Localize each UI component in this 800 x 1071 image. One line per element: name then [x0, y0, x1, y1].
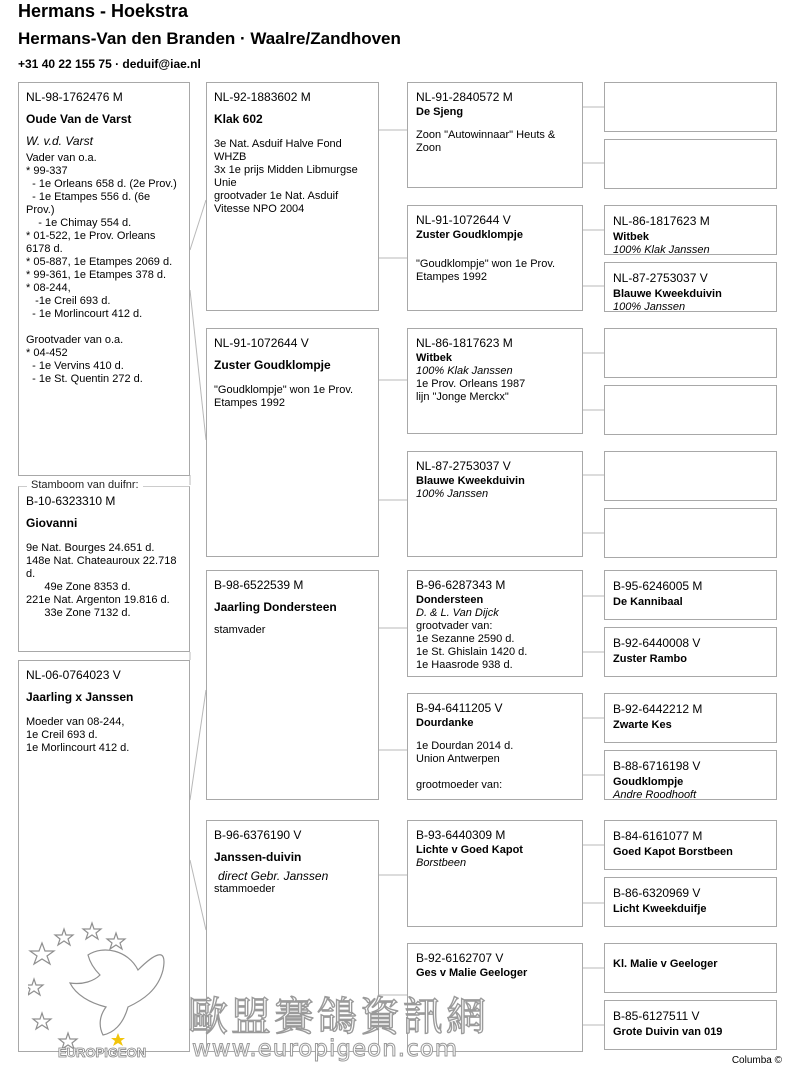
pigeon-name: Giovanni: [26, 516, 78, 530]
pigeon-name: Grote Duivin van 019: [613, 1026, 723, 1038]
breeder: 100% Klak Janssen: [416, 365, 513, 377]
father-pigeon: [18, 82, 190, 476]
ring-number: B-85-6127511 V: [613, 1009, 700, 1023]
pigeon-name: Dondersteen: [416, 594, 484, 606]
g4-box-4: [604, 262, 777, 312]
g4-box-16: [604, 1000, 777, 1050]
pigeon-info: "Goudklompje" won 1e Prov. Etampes 1992: [214, 384, 357, 409]
g4-box-5: [604, 328, 777, 378]
ring-number: B-92-6440008 V: [613, 636, 701, 650]
ring-number: NL-06-0764023 V: [26, 668, 121, 682]
pigeon-name: De Sjeng: [416, 106, 464, 118]
ggs-3: [407, 570, 583, 677]
pigeon-name: Witbek: [613, 231, 649, 243]
granddam-paternal: [206, 328, 379, 557]
ring-number: B-86-6320969 V: [613, 886, 701, 900]
pigeon-name: Ges v Malie Geeloger: [416, 967, 528, 979]
breeder: 100% Janssen: [416, 488, 489, 500]
breeder: D. & L. Van Dijck: [416, 607, 499, 619]
pigeon-info: 1e Prov. Orleans 1987 lijn "Jonge Merckx": [416, 378, 526, 403]
pigeon-name: Licht Kweekduifje: [613, 903, 707, 915]
ring-number: NL-87-2753037 V: [416, 459, 511, 473]
subject-pigeon: [18, 486, 190, 652]
pigeon-info: Zoon "Autowinnaar" Heuts & Zoon: [416, 129, 559, 154]
grandsire-maternal: [206, 570, 379, 800]
pigeon-name: Jaarling x Janssen: [26, 690, 134, 704]
pigeon-info: Vader van o.a. * 99-337 - 1e Orleans 658 d. (2e Prov.) - 1e Etampes 556 d. (6e Prov.) - 1e Chimay 554 d. * 01-522, 1e Prov. Orleans 6178 d. * 05-887, 1e Etampes 2069 d. * 99-361, 1e Etampes 378 d. * 08-244, -1e Creil 693 d. - 1e Morlincourt 412 d. Grootvader van o.a. * 04-452 - 1e Vervins 410 d. - 1e St. Quentin 272 d.: [26, 152, 177, 385]
breeder: Borstbeen: [416, 857, 467, 869]
pigeon-name: Goed Kapot Borstbeen: [613, 846, 733, 858]
watermark-brand: EUROPIGEON: [58, 1045, 147, 1060]
ring-number: B-92-6162707 V: [416, 951, 504, 965]
g4-box-3: [604, 205, 777, 255]
ring-number: NL-86-1817623 M: [613, 214, 710, 228]
pigeon-info: grootvader van: 1e Sezanne 2590 d. 1e St. Ghislain 1420 d. 1e Haasrode 938 d.: [416, 620, 528, 671]
pigeon-name: Janssen-duivin: [214, 850, 302, 864]
ring-number: NL-91-1072644 V: [214, 336, 309, 350]
g4-box-12: [604, 750, 777, 800]
ggs-4: [407, 820, 583, 927]
pigeon-name: Dourdanke: [416, 717, 474, 729]
loft-name: Hermans-Van den Branden · Waalre/Zandhoven: [18, 29, 401, 48]
breeder: Andre Roodhooft: [613, 789, 697, 800]
breeder: W. v.d. Varst: [26, 134, 93, 148]
ggd-1: [407, 205, 583, 311]
g4-box-15: [604, 943, 777, 993]
ggs-1: [407, 82, 583, 188]
ring-number: NL-86-1817623 M: [416, 336, 513, 350]
ring-number: B-10-6323310 M: [26, 494, 116, 508]
ring-number: B-84-6161077 M: [613, 829, 703, 843]
pigeon-name: Kl. Malie v Geeloger: [613, 958, 718, 970]
ggd-2: [407, 451, 583, 557]
watermark-chinese: 歐盟賽鴿資訊網: [188, 994, 489, 1040]
contact-info: +31 40 22 155 75 · deduif@iae.nl: [18, 57, 201, 71]
ggd-3: [407, 693, 583, 800]
g4-box-10: [604, 627, 777, 677]
pigeon-name: Zuster Goudklompje: [416, 229, 523, 241]
pigeon-info: "Goudklompje" won 1e Prov. Etampes 1992: [416, 258, 559, 283]
pigeon-info: stamvader: [214, 624, 266, 636]
pigeon-name: Goudklompje: [613, 776, 684, 788]
ring-number: B-95-6246005 M: [613, 579, 703, 593]
pigeon-info: 3e Nat. Asduif Halve Fond WHZB 3x 1e prijs Midden Libmurgse Unie grootvader 1e Nat. Asduif Vitesse NPO 2004: [214, 138, 358, 215]
g4-box-8: [604, 508, 777, 558]
breeder: 100% Janssen: [613, 301, 686, 312]
ring-number: B-98-6522539 M: [214, 578, 304, 592]
ring-number: NL-87-2753037 V: [613, 271, 708, 285]
pigeon-name: Zuster Rambo: [613, 653, 687, 665]
pigeon-name: Jaarling Dondersteen: [214, 600, 337, 614]
ring-number: NL-91-2840572 M: [416, 90, 513, 104]
pigeon-name: Zwarte Kes: [613, 719, 672, 731]
page-title: Hermans - Hoekstra: [18, 1, 189, 21]
g4-box-6: [604, 385, 777, 435]
ring-number: B-92-6442212 M: [613, 702, 703, 716]
breeder: direct Gebr. Janssen: [218, 869, 329, 883]
ring-number: NL-91-1072644 V: [416, 213, 511, 227]
pigeon-name: Witbek: [416, 352, 452, 364]
software-credit: Columba ©: [731, 1055, 782, 1066]
ring-number: B-88-6716198 V: [613, 759, 701, 773]
ring-number: NL-98-1762476 M: [26, 90, 123, 104]
ring-number: B-94-6411205 V: [416, 701, 503, 715]
grandsire-paternal: [206, 82, 379, 311]
ring-number: B-96-6287343 M: [416, 578, 506, 592]
ring-number: B-96-6376190 V: [214, 828, 302, 842]
pigeon-name: Oude Van de Varst: [26, 112, 132, 126]
pigeon-name: Klak 602: [214, 112, 263, 126]
g4-box-9: [604, 570, 777, 620]
pigeon-info: stammoeder: [214, 883, 276, 895]
pigeon-info: 1e Dourdan 2014 d. Union Antwerpen grootmoeder van:: [416, 740, 514, 791]
watermark-url: www.europigeon.com: [192, 1036, 459, 1062]
pigeon-name: De Kannibaal: [613, 596, 683, 608]
g4-box-2: [604, 139, 777, 189]
g4-box-1: [604, 82, 777, 132]
pigeon-name: Blauwe Kweekduivin: [416, 475, 525, 487]
g4-box-7: [604, 451, 777, 501]
breeder: 100% Klak Janssen: [613, 244, 710, 255]
pigeon-name: Zuster Goudklompje: [214, 358, 331, 372]
pedigree-label: Stamboom van duifnr:: [27, 479, 143, 491]
g4-box-13: [604, 820, 777, 870]
g4-box-11: [604, 693, 777, 743]
ring-number: NL-92-1883602 M: [214, 90, 311, 104]
pigeon-info: 9e Nat. Bourges 24.651 d. 148e Nat. Chateauroux 22.718 d. 49e Zone 8353 d. 221e Nat. Argenton 19.816 d. 33e Zone 7132 d.: [26, 542, 177, 619]
pigeon-name: Blauwe Kweekduivin: [613, 288, 722, 300]
ggs-2: [407, 328, 583, 434]
g4-box-14: [604, 877, 777, 927]
ring-number: B-93-6440309 M: [416, 828, 506, 842]
pigeon-name: Lichte v Goed Kapot: [416, 844, 523, 856]
pigeon-info: Moeder van 08-244, 1e Creil 693 d. 1e Morlincourt 412 d.: [26, 716, 130, 754]
